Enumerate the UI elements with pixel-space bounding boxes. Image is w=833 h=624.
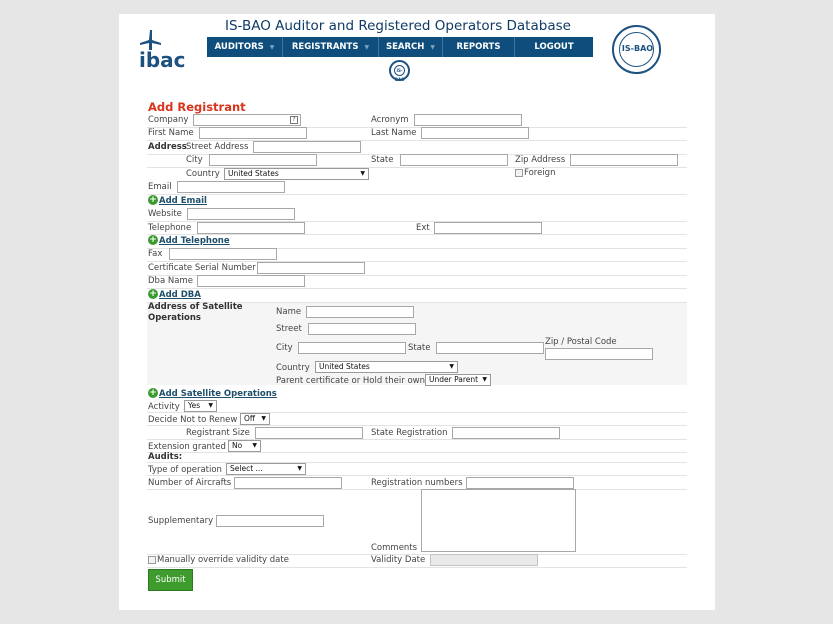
zip-address-label: Zip Address — [515, 155, 566, 165]
isbao-badge-icon: IS-BAO — [389, 60, 410, 81]
num-aircraft-label: Number of Aircrafts — [148, 478, 232, 488]
sat-city-field[interactable] — [298, 342, 406, 354]
add-dba-link[interactable]: Add DBA — [159, 290, 201, 300]
add-satellite-icon[interactable]: + — [149, 388, 157, 398]
website-field[interactable] — [187, 208, 295, 220]
add-email-link[interactable]: Add Email — [159, 196, 207, 206]
manual-override-checkbox[interactable] — [148, 556, 156, 564]
num-aircraft-field[interactable] — [234, 477, 342, 489]
sat-name-field[interactable] — [306, 306, 414, 318]
page-title: IS-BAO Auditor and Registered Operators Database — [225, 18, 571, 34]
city-field[interactable] — [209, 154, 317, 166]
dba-name-label: Dba Name — [148, 276, 193, 286]
audits-label: Audits: — [148, 452, 183, 462]
chevron-down-icon: ▼ — [360, 170, 365, 177]
chevron-down-icon: ▼ — [297, 465, 302, 472]
sat-address-label: Address of Satellite Operations — [148, 302, 243, 323]
first-name-label: First Name — [148, 128, 194, 138]
state-field[interactable] — [400, 154, 508, 166]
fax-label: Fax — [148, 249, 163, 259]
extension-select[interactable]: No ▼ — [228, 440, 261, 452]
first-name-field[interactable] — [199, 127, 307, 139]
foreign-label: Foreign — [524, 168, 556, 178]
isbao-logo[interactable]: IS-BAO — [612, 25, 661, 74]
chevron-down-icon: ▼ — [252, 442, 257, 449]
chevron-down-icon: ▼ — [364, 44, 370, 51]
validity-date-label: Validity Date — [371, 555, 426, 565]
foreign-checkbox[interactable] — [515, 169, 523, 177]
chevron-down-icon: ▼ — [482, 376, 487, 383]
chevron-down-icon: ▼ — [269, 44, 275, 51]
cert-serial-label: Certificate Serial Number — [148, 263, 256, 273]
last-name-label: Last Name — [371, 128, 417, 138]
city-label: City — [186, 155, 203, 165]
email-label: Email — [148, 182, 172, 192]
add-email-icon[interactable]: + — [149, 195, 157, 205]
telephone-label: Telephone — [148, 223, 192, 233]
parent-cert-select[interactable]: Under Parent ▼ — [425, 374, 491, 386]
dba-name-field[interactable] — [197, 275, 305, 287]
add-telephone-icon[interactable]: + — [149, 235, 157, 245]
telephone-field[interactable] — [197, 222, 305, 234]
company-field[interactable] — [193, 114, 301, 126]
state-registration-label: State Registration — [371, 428, 448, 438]
country-label: Country — [186, 169, 220, 179]
supplementary-label: Supplementary — [148, 516, 214, 526]
comments-textarea[interactable] — [421, 489, 576, 552]
sat-zip-label: Zip / Postal Code — [545, 337, 617, 347]
email-field[interactable] — [177, 181, 285, 193]
website-label: Website — [148, 209, 182, 219]
nav-reports[interactable]: REPORTS — [443, 37, 515, 57]
chevron-down-icon: ▼ — [261, 415, 266, 422]
decide-not-label: Decide Not to Renew — [148, 415, 238, 425]
activity-label: Activity — [148, 402, 180, 412]
main-nav — [207, 37, 593, 57]
sat-street-label: Street — [276, 324, 302, 334]
sat-country-select[interactable]: United States ▼ — [315, 361, 458, 373]
manual-override-label: Manually override validity date — [157, 555, 289, 565]
decide-not-select[interactable]: Off ▼ — [240, 413, 270, 425]
street-address-field[interactable] — [253, 141, 361, 153]
registrant-size-field[interactable] — [255, 427, 363, 439]
last-name-field[interactable] — [421, 127, 529, 139]
company-label: Company — [148, 115, 189, 125]
acronym-field[interactable] — [414, 114, 522, 126]
activity-select[interactable]: Yes ▼ — [184, 400, 217, 412]
reg-numbers-field[interactable] — [466, 477, 574, 489]
supplementary-field[interactable] — [216, 515, 324, 527]
zip-address-field[interactable] — [570, 154, 678, 166]
submit-button[interactable]: Submit — [148, 569, 193, 591]
lookup-icon[interactable]: ? — [290, 116, 298, 124]
sat-name-label: Name — [276, 307, 302, 317]
add-telephone-link[interactable]: Add Telephone — [159, 236, 230, 246]
sat-state-label: State — [408, 343, 431, 353]
sat-zip-field[interactable] — [545, 348, 653, 360]
nav-auditors[interactable]: AUDITORS ▼ — [207, 37, 283, 57]
add-satellite-link[interactable]: Add Satellite Operations — [159, 389, 277, 399]
chevron-down-icon: ▼ — [208, 402, 213, 409]
street-address-label: Street Address — [186, 142, 249, 152]
type-op-label: Type of operation — [148, 465, 222, 475]
cert-serial-field[interactable] — [257, 262, 365, 274]
ext-field[interactable] — [434, 222, 542, 234]
nav-logout[interactable]: LOGOUT — [534, 42, 574, 52]
type-op-select[interactable]: Select ... ▼ — [226, 463, 306, 475]
form-heading: Add Registrant — [148, 100, 246, 114]
reg-numbers-label: Registration numbers — [371, 478, 463, 488]
state-label: State — [371, 155, 394, 165]
nav-search[interactable]: SEARCH ▼ — [379, 37, 443, 57]
sat-city-label: City — [276, 343, 293, 353]
page-container — [119, 14, 715, 610]
nav-registrants[interactable]: REGISTRANTS ▼ — [283, 37, 379, 57]
ibac-logo-text: ibac — [139, 48, 186, 72]
parent-cert-label: Parent certificate or Hold their own — [276, 376, 425, 386]
extension-label: Extension granted — [148, 442, 226, 452]
acronym-label: Acronym — [371, 115, 409, 125]
comments-label: Comments — [371, 543, 418, 553]
sat-street-field[interactable] — [308, 323, 416, 335]
state-registration-field[interactable] — [452, 427, 560, 439]
sat-country-label: Country — [276, 363, 310, 373]
validity-date-field — [430, 554, 538, 566]
country-select[interactable]: United States ▼ — [224, 168, 369, 180]
sat-state-field[interactable] — [436, 342, 544, 354]
registrant-size-label: Registrant Size — [186, 428, 250, 438]
ibac-logo[interactable] — [139, 30, 187, 72]
chevron-down-icon: ▼ — [430, 44, 436, 51]
add-dba-icon[interactable]: + — [149, 289, 157, 299]
fax-field[interactable] — [169, 248, 277, 260]
ext-label: Ext — [416, 223, 430, 233]
address-label: Address — [148, 142, 187, 152]
chevron-down-icon: ▼ — [449, 363, 454, 370]
